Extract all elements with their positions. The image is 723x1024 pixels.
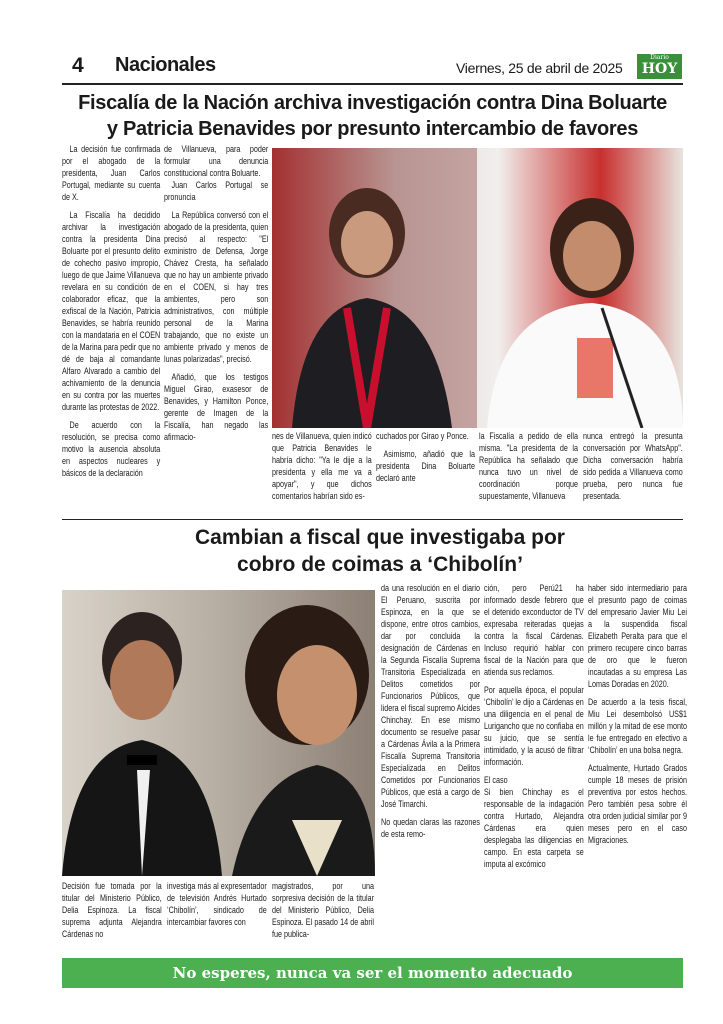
paragraph: de Villanueva, para poder formular una denuncia constitucional contra Boluarte. [164,144,269,179]
article1-column-1 [62,144,160,480]
paragraph: La Fiscalía ha decidido archivar la investigación contra la presidenta Dina Boluarte por el presunto delito de cohecho pasivo impropio, luego de que Jaime Villanueva revelara en su condición de colaborador eficaz, que la exfiscal de la Nación, Patricia Benavides, se habría reunido con la mandataria en el COEN de la Marina para pedir que no dé de baja al comandante Alfaro Alvarado a cambio del achivamiento de la denuncia en su contra por las muertes durante las protestas de 2022. [62,210,161,413]
subheading: El caso [484,775,508,786]
page-number: 4 [72,54,84,77]
paragraph: De acuerdo a la tesis fiscal, Miu Lei desembolsó US$1 millón y la mitad de ese monto le fue entregado en efectivo a ‘Chibolín’ en una bolsa negra. [588,697,687,756]
article1-column-3 [272,431,372,503]
paragraph: Si bien Chinchay es el responsable de la indagación contra Hurtado, Alejandra Cárdenas era quien desplegaba las diligencias en campo. En esta carpeta se imputa al excómico [484,787,584,870]
article1-photo [272,148,683,428]
article2-column-4 [381,583,480,841]
boluarte-benavides-photo [272,148,683,428]
promo-banner: No esperes, nunca va ser el momento adecuado [62,958,683,988]
article2-column-2 [167,881,267,929]
article-divider [62,519,683,520]
logo-small-text: Diario [650,54,669,61]
article1-column-4 [376,431,475,485]
paragraph: La República conversó con el abogado de la presidenta, quien precisó al respecto: "El exministro de Defensa, Jorge Chávez Cresta, ha señalado que no hay un ambiente privado en el COEN, si hay tres ambientes, pero son administrativos, con múltiple personal de la Marina trabajando, que no existe un ambiente privado y menos de lunas polarizadas", precisó. [164,210,269,365]
paragraph: Por aquella época, el popular ‘Chibolín’ le dijo a Cárdenas en una diligencia en el penal de Lurigancho que no confiaba en su juicio, que se sentía intimidado, y la acusó de filtrar información. [484,685,584,768]
paragraph: nes de Villanueva, quien indicó que Patricia Benavides le habría dicho: "Ya le dije a la presidenta y ella me va a apoyar", y que dichos comentarios habrían sido es- [272,431,372,502]
paragraph: investiga más al expresentador de televisión Andrés Hurtado ‘Chibolín’, sindicado de intercambiar favores con [167,881,267,928]
headline-line: cobro de coimas a ‘Chibolín’ [237,553,523,576]
logo-big-text: HOY [641,61,678,77]
paragraph: Asimismo, añadió que la presidenta Dina Boluarte declaró ante [376,449,475,484]
headline-line: Fiscalía de la Nación archiva investigación contra Dina Boluarte [78,92,667,114]
paragraph: No quedan claras las razones de esta remo- [381,817,480,840]
paragraph: De acuerdo con la resolución, se precisa como motivo la ausencia absoluta en aspectos nucleares y básicos de la declaración [62,420,161,479]
paragraph: haber sido intermediario para el presunto pago de coimas del empresario Javier Miu Lei a la suspendida fiscal Elizabeth Peralta para que el primero recupere cinco barras de oro que le fueron incautadas a su empresa Las Lomas Doradas en 2020. [588,583,687,690]
header-rule [62,83,683,85]
paragraph: La decisión fue confirmada por el abogado de la presidenta, Juan Carlos Portugal, mediante su cuenta de X. [62,144,161,203]
article1-headline [62,90,683,142]
hurtado-cardenas-photo [62,590,375,876]
newspaper-logo [637,54,682,79]
section-title: Nacionales [115,54,216,76]
article1-column-2 [164,144,268,444]
article1-column-6 [583,431,683,503]
article2-headline [150,524,610,578]
paragraph: la Fiscalía a pedido de ella misma. "La presidenta de la República ha señalado que nunca tuvo un nivel de coordinación porque supuestamente, Villanueva [479,431,578,502]
article2-column-1 [62,881,162,941]
headline-line: y Patricia Benavides por presunto intercambio de favores [106,118,639,140]
article2-column-6 [588,583,687,847]
headline-line: Cambian a fiscal que investigaba por [195,526,565,549]
paragraph: cuchados por Girao y Ponce. [376,431,469,442]
paragraph: Decisión fue tomada por la titular del Ministerio Público, Delia Espinoza. La fiscal suprema adjunta Alejandra Cárdenas no [62,881,162,940]
paragraph: da una resolución en el diario El Peruano, suscrita por Espinoza, en la que se dispone, entre otros cambios, dar por concluida la designación de Cárdenas en la Segunda Fiscalía Suprema Transitoria Especializada en Delitos cometidos por Funcionarios Públicos, que lidera el fiscal supremo Alcides Chinchay. En ese mismo documento se resuelve pasar a Cárdenas Ávila a la Primera Fiscalía Suprema Transitoria Especializada en Delitos Cometidos por Funcionarios Públicos, que está a cargo de José Timarchi. [381,583,480,810]
paragraph: Añadió, que los testigos Miguel Girao, exasesor de Benavides, y Hamilton Ponce, gerente de Imagen de la Fiscalía, han negado las afirmacio- [164,372,269,443]
article2-column-5 [484,583,584,871]
issue-date: Viernes, 25 de abril de 2025 [456,60,623,76]
article2-photo [62,590,375,876]
paragraph: nunca entregó la presunta conversación por WhatsApp". Dicha conversación habría sido pedida a Villanueva como prueba, pero nunca fue presentada. [583,431,683,502]
paragraph: ción, pero Perú21 ha informado desde febrero que el detenido exconductor de TV expresaba reiteradas quejas contra la fiscal Cárdenas. Incluso requirió hablar con fiscal de la Nación para que atienda sus reclamos. [484,583,584,678]
article1-column-5 [479,431,578,503]
article2-column-3 [272,881,374,941]
paragraph: magistrados, por una sorpresiva decisión de la titular del Ministerio Público, Delia Espinoza. El pasado 14 de abril fue publica- [272,881,374,940]
subheading: Juan Carlos Portugal se pronuncia [164,180,269,203]
paragraph: Actualmente, Hurtado Grados cumple 18 meses de prisión preventiva por estos hechos. Pero también pesa sobre él otra orden judicial similar por 9 meses pero en el caso Migraciones. [588,763,687,846]
